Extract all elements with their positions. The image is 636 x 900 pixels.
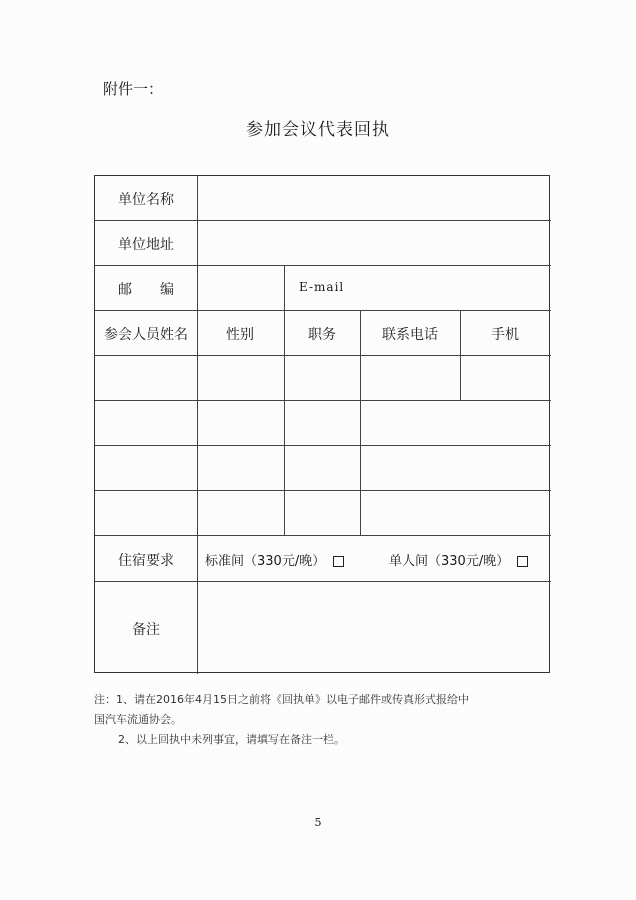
standard-room-option[interactable] [205, 550, 344, 569]
row-divider [95, 220, 551, 221]
unit-name-label: 单位名称 [118, 192, 174, 208]
unit-address-label: 单位地址 [118, 237, 174, 253]
single-room-text: 单人间（330元/晚） [389, 554, 510, 569]
row-divider [95, 265, 551, 266]
column-divider [360, 310, 361, 535]
email-label: E-mail [299, 280, 345, 294]
row-divider [95, 445, 551, 446]
row-divider [95, 355, 551, 356]
position-header: 职务 [308, 327, 336, 343]
note-line-2: 国汽车流通协会。 [94, 713, 182, 726]
standard-room-text: 标准间（330元/晚） [205, 554, 326, 569]
row-divider [95, 535, 551, 536]
gender-header: 性别 [226, 327, 254, 343]
lodging-label: 住宿要求 [118, 553, 174, 569]
single-room-checkbox[interactable] [517, 556, 528, 567]
attachment-label: 附件一： [103, 80, 164, 98]
note-line-1: 注：1、请在2016年4月15日之前将《回执单》以电子邮件或传真形式报给中 [94, 693, 469, 706]
registration-form-table [94, 175, 550, 673]
column-divider [284, 265, 285, 535]
column-divider [460, 310, 461, 400]
phone-header: 联系电话 [382, 327, 438, 343]
single-room-option[interactable] [389, 550, 528, 569]
page-number: 5 [314, 816, 322, 829]
column-divider [197, 176, 198, 674]
postal-code-label: 邮 编 [118, 282, 174, 298]
attendee-name-header: 参会人员姓名 [104, 327, 188, 343]
remarks-label: 备注 [132, 622, 160, 638]
row-divider [95, 490, 551, 491]
mobile-header: 手机 [491, 327, 519, 343]
row-divider [95, 400, 551, 401]
standard-room-checkbox[interactable] [333, 556, 344, 567]
page-title: 参加会议代表回执 [246, 120, 390, 140]
row-divider [95, 310, 551, 311]
row-divider [95, 581, 551, 582]
note-line-3: 2、以上回执中未列事宜，请填写在备注一栏。 [118, 733, 345, 746]
notes-section [94, 690, 564, 750]
